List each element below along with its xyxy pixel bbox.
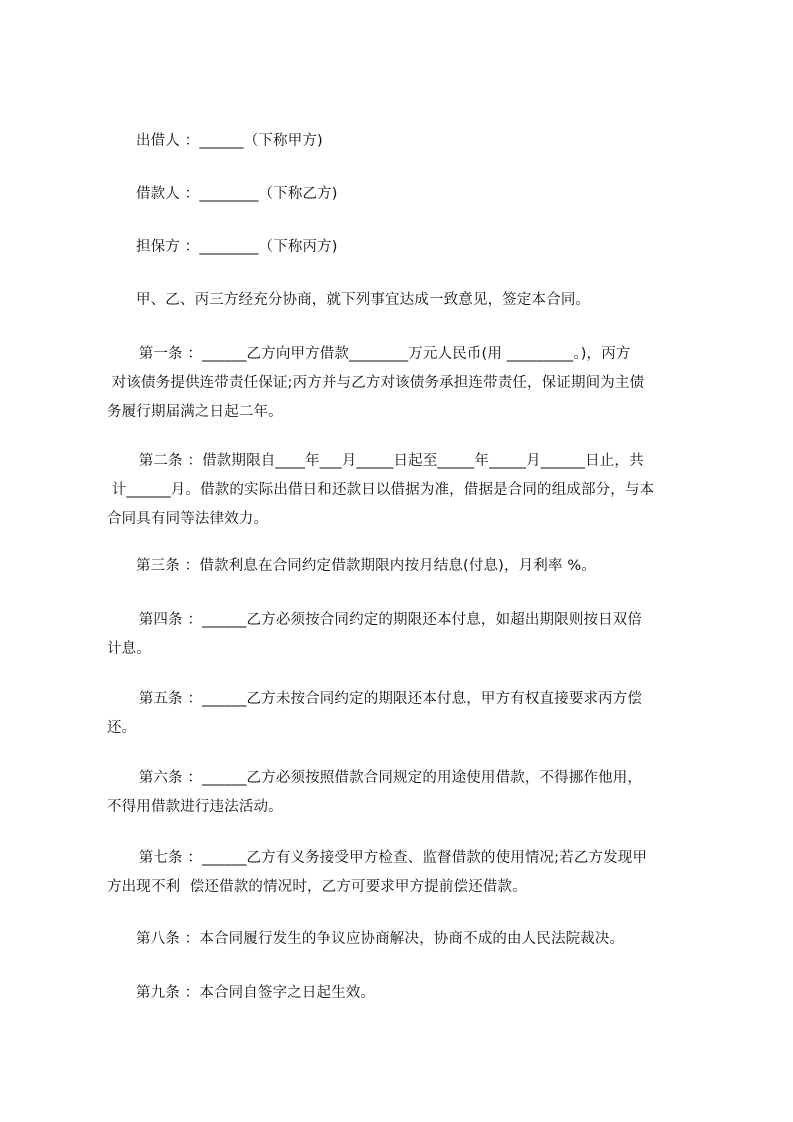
article-1-line-1: 第一条 ：______乙方向甲方借款________万元人民币(用 _________。)，丙方 (134, 346, 631, 362)
article-1-line-2: 对该债务提供连带责任保证;丙方并与乙方对该债务承担连带责任，保证期间为主债 (107, 375, 645, 391)
article-7-line-2: 方出现不利 偿还借款的情况时，乙方可要求甲方提前偿还借款。 (107, 879, 527, 895)
article-7 (107, 844, 707, 902)
article-5-line-1: 第五条 ：______乙方未按合同约定的期限还本付息，甲方有权直接要求丙方偿 (134, 691, 643, 707)
article-4-line-2: 计息。 (107, 641, 151, 657)
article-2 (107, 447, 707, 534)
article-8: 第八条 ：本合同履行发生的争议应协商解决，协商不成的由人民法院裁决。 (136, 931, 625, 947)
preamble: 甲、乙、丙三方经充分协商，就下列事宜达成一致意见，签定本合同。 (136, 292, 591, 308)
article-2-line-3: 合同具有同等法律效力。 (107, 511, 269, 527)
article-9: 第九条 ：本合同自签字之日起生效。 (136, 985, 376, 1001)
article-6 (107, 764, 707, 822)
article-5 (107, 685, 707, 743)
article-7-line-1: 第七条 ：______乙方有义务接受甲方检查、监督借款的使用情况;若乙方发现甲 (134, 850, 648, 866)
article-6-line-2: 不得用借款进行违法活动。 (107, 799, 283, 815)
article-1 (107, 340, 707, 427)
article-5-line-2: 还。 (107, 720, 137, 736)
article-6-line-1: 第六条 ：______乙方必须按照借款合同规定的用途使用借款，不得挪作他用， (134, 770, 643, 786)
article-2-line-1: 第二条 ：借款期限自____年___月_____日起至_____年_____月______日止，共 (134, 453, 644, 469)
article-2-line-2: 计______月。借款的实际出借日和还款日以借据为准，借据是合同的组成部分，与本 (107, 482, 655, 498)
article-1-line-3: 务履行期届满之日起二年。 (107, 404, 283, 420)
article-4-line-1: 第四条 ：______乙方必须按合同约定的期限还本付息，如超出期限则按日双倍 (134, 612, 643, 628)
article-4 (107, 606, 707, 664)
lender-line: 出借人 ：______（下称甲方) (136, 133, 323, 149)
borrower-line: 借款人 ：________（下称乙方) (136, 186, 338, 202)
article-3: 第三条 ：借款利息在合同约定借款期限内按月结息(付息)，月利率 %。 (136, 558, 596, 574)
guarantor-line: 担保方 ：________（下称丙方) (136, 239, 338, 255)
